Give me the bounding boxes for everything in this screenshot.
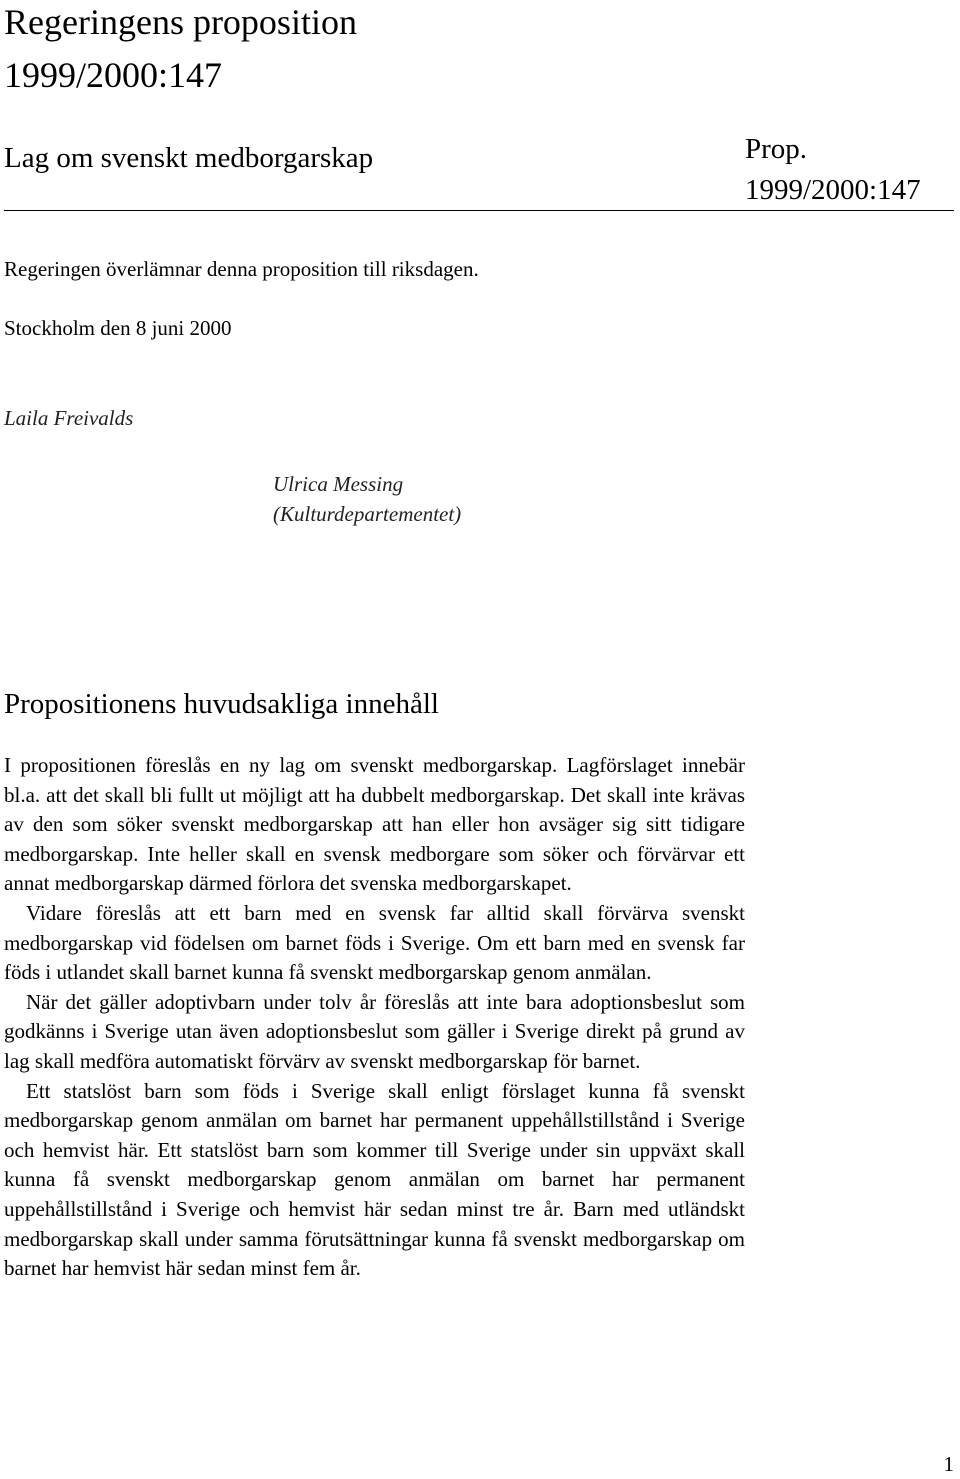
summary-body [4,751,745,1284]
signature-secondary: Ulrica Messing [273,472,404,496]
document-title-line2: 1999/2000:147 [4,55,223,95]
prop-label: Prop. [745,133,808,165]
signature-primary: Laila Freivalds [4,406,134,430]
summary-paragraph: Ett statslöst barn som föds i Sverige skall enligt förslaget kunna få svenskt medborgarskap genom anmälan om barnet har permanent uppehållstillstånd i Sverige och hemvist här. Ett statslöst barn som kommer till Sverige under sin uppväxt skall kunna få svenskt medborgarskap genom anmälan om barnet har permanent uppehållstillstånd i Sverige och hemvist här sedan minst tre år. Barn med utländskt medborgarskap skall under samma förutsättningar kunna få svenskt medborgarskap om barnet har hemvist här sedan minst fem år. [4,1078,745,1281]
summary-paragraph: När det gäller adoptivbarn under tolv år föreslås att inte bara adoptionsbeslut som godkänns i Sverige utan även adoptionsbeslut som gäller i Sverige direkt på grund av lag skall medföra automatiskt förvärv av svenskt medborgarskap för barnet. [4,989,745,1073]
document-title-line1: Regeringens proposition [4,2,357,42]
summary-paragraph: Vidare föreslås att ett barn med en svensk far alltid skall förvärva svenskt medborgarskap vid födelsen om barnet föds i Sverige. Om ett barn med en svensk far föds i utlandet skall barnet kunna få svenskt medborgarskap genom anmälan. [4,900,745,985]
summary-paragraph: I propositionen föreslås en ny lag om svenskt medborgarskap. Lagförslaget innebär bl.a. att det skall bli fullt ut möjligt att ha dubbelt medborgarskap. Det skall inte krävas av den som söker svenskt medborgarskap att han eller hon avsäger sig sitt tidigare medborgarskap. Inte heller skall en svensk medborgare som söker och förvärvar ett annat medborgarskap därmed förlora det svenska medborgarskapet. [4,753,745,896]
signature-department: (Kulturdepartementet) [273,502,462,526]
place-date: Stockholm den 8 juni 2000 [4,316,232,340]
document-subtitle: Lag om svenskt medborgarskap [4,142,374,174]
summary-heading: Propositionens huvudsakliga innehåll [4,688,439,720]
submission-text: Regeringen överlämnar denna proposition till riksdagen. [4,257,479,281]
header-rule [4,210,954,211]
page-number: 1 [943,1452,954,1476]
prop-number: 1999/2000:147 [745,174,921,206]
